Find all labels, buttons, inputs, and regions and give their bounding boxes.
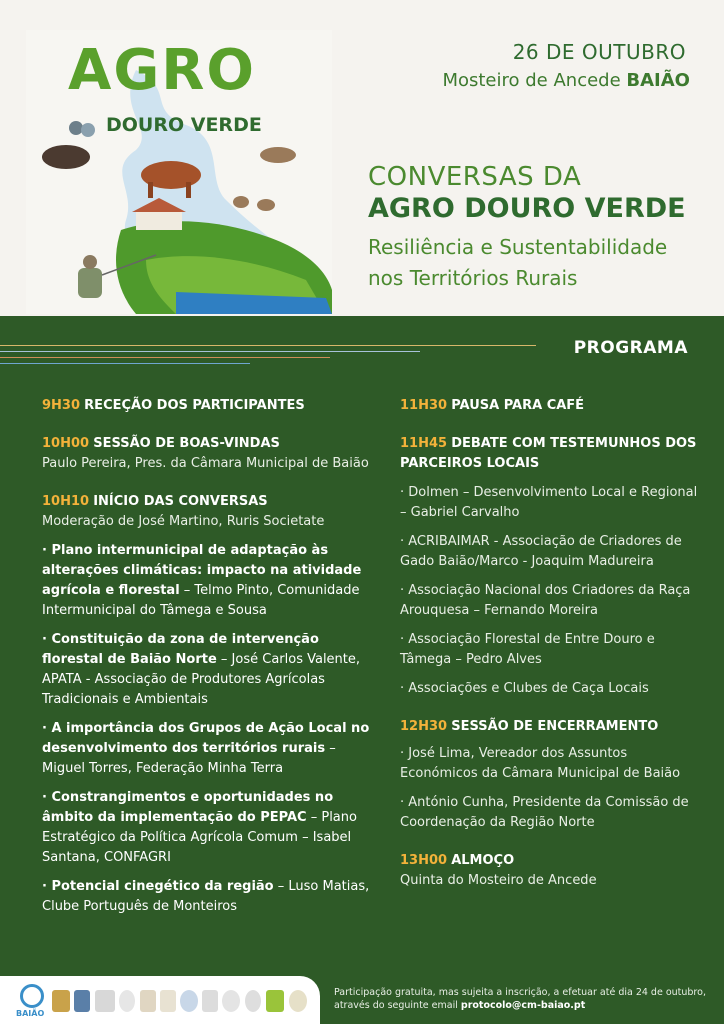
partner-logo-icon: [222, 990, 240, 1012]
divider-line: [0, 363, 250, 364]
fisherman-icon: [78, 268, 102, 298]
program-section: [0, 316, 724, 976]
partner-logo-icon: [95, 990, 115, 1012]
time-label: 9H30: [42, 398, 81, 413]
partner-logo-icon: [74, 990, 90, 1012]
item-topic: · A importância dos Grupos de Ação Local no desenvolvimento dos territórios rurais: [42, 721, 370, 756]
list-item: [42, 630, 372, 710]
time-label: 13H00: [400, 853, 448, 868]
schedule-block: [400, 434, 700, 699]
time-label: 10H00: [42, 436, 90, 451]
session-title: ALMOÇO: [451, 853, 515, 868]
session-title: RECEÇÃO DOS PARTICIPANTES: [84, 398, 305, 413]
logo-subtitle: DOURO VERDE: [106, 114, 262, 136]
session-detail: Quinta do Mosteiro de Ancede: [400, 873, 597, 888]
divider-line: [0, 357, 330, 358]
divider-line: [0, 351, 420, 352]
partner-logo-icon: [266, 990, 284, 1012]
partner-logos: [0, 976, 320, 1024]
partner-logo-icon: [52, 990, 70, 1012]
partner-logo-icon: [119, 990, 135, 1012]
list-item: · António Cunha, Presidente da Comissão de Coordenação da Região Norte: [400, 795, 689, 830]
list-item: [42, 719, 372, 779]
schedule-block: [400, 851, 700, 891]
session-title: PAUSA PARA CAFÉ: [451, 398, 585, 413]
schedule-block: [42, 492, 372, 917]
baiao-logo-label: BAIÃO: [16, 1009, 45, 1018]
venue-name: Mosteiro de Ancede: [442, 70, 621, 91]
boar-icon: [42, 145, 90, 169]
title-line-1: CONVERSAS DA: [368, 162, 582, 192]
partner-logo-icon: [180, 990, 198, 1012]
list-item: [42, 541, 372, 621]
item-topic: · Potencial cinegético da região: [42, 879, 274, 894]
list-item: [42, 788, 372, 868]
list-item: · ACRIBAIMAR - Associação de Criadores de Gado Baião/Marco - Joaquim Madureira: [400, 534, 682, 569]
list-item: · Associações e Clubes de Caça Locais: [400, 681, 649, 696]
session-title: INÍCIO DAS CONVERSAS: [93, 494, 268, 509]
divider-line: [0, 345, 536, 346]
program-heading: PROGRAMA: [573, 338, 688, 358]
program-right-column: [400, 396, 700, 909]
footer: [0, 976, 724, 1024]
session-title: SESSÃO DE ENCERRAMENTO: [451, 719, 659, 734]
item-speaker: – Plano Estratégico da Política Agrícola Comum – Isabel Santana, CONFAGRI: [42, 810, 357, 865]
partner-logo-icon: [140, 990, 156, 1012]
event-date: 26 DE OUTUBRO: [512, 40, 686, 64]
registration-email: protocolo@cm-baiao.pt: [460, 1000, 586, 1011]
list-item: [42, 877, 372, 917]
item-speaker: – José Carlos Valente, APATA - Associação de Produtores Agrícolas Tradicionais e Ambientais: [42, 652, 361, 707]
baiao-logo-icon: [20, 984, 44, 1008]
subtitle: Resiliência e Sustentabilidade nos Territórios Rurais: [368, 235, 668, 290]
session-title: DEBATE COM TESTEMUNHOS DOS PARCEIROS LOCAIS: [400, 436, 697, 471]
agro-douro-verde-illustration: [26, 30, 332, 314]
session-detail: Moderação de José Martino, Ruris Societate: [42, 514, 325, 529]
item-topic: · Constituição da zona de intervenção florestal de Baião Norte: [42, 632, 319, 667]
list-item: · José Lima, Vereador dos Assuntos Económicos da Câmara Municipal de Baião: [400, 746, 681, 781]
list-item: · Dolmen – Desenvolvimento Local e Regional – Gabriel Carvalho: [400, 485, 698, 520]
session-title: SESSÃO DE BOAS-VINDAS: [93, 436, 280, 451]
item-speaker: – Miguel Torres, Federação Minha Terra: [42, 741, 336, 776]
schedule-block: [42, 396, 372, 416]
item-speaker: – Luso Matias, Clube Português de Monteiros: [42, 879, 370, 914]
time-label: 11H45: [400, 436, 448, 451]
partridge-icon: [260, 147, 296, 163]
event-venue: [442, 70, 690, 91]
header-section: [0, 0, 724, 316]
time-label: 10H10: [42, 494, 90, 509]
partner-logo-icon: [160, 990, 176, 1012]
logo-wordmark: AGRO: [68, 38, 257, 103]
schedule-block: [400, 717, 700, 833]
registration-line-1: Participação gratuita, mas sujeita a inscrição, a efetuar até dia 24 de outubro,: [334, 987, 706, 998]
list-item: · Associação Florestal de Entre Douro e Tâmega – Pedro Alves: [400, 632, 655, 667]
partner-logo-icon: [202, 990, 218, 1012]
house: [136, 210, 182, 230]
schedule-block: [400, 396, 700, 416]
session-detail: Paulo Pereira, Pres. da Câmara Municipal de Baião: [42, 456, 369, 471]
title-line-2: AGRO DOURO VERDE: [368, 193, 686, 224]
bird-icon: [69, 121, 83, 135]
program-left-column: [42, 396, 372, 935]
registration-prefix: através do seguinte email: [334, 1000, 458, 1011]
registration-note: [334, 986, 706, 1012]
time-label: 12H30: [400, 719, 448, 734]
item-topic: · Plano intermunicipal de adaptação às alterações climáticas: impacto na atividade agrícola e florestal: [42, 543, 362, 598]
partner-logo-icon: [289, 990, 307, 1012]
time-label: 11H30: [400, 398, 448, 413]
list-item: · Associação Nacional dos Criadores da Raça Arouquesa – Fernando Moreira: [400, 583, 691, 618]
item-speaker: – Telmo Pinto, Comunidade Intermunicipal do Tâmega e Sousa: [42, 583, 360, 618]
schedule-block: [42, 434, 372, 474]
venue-place: BAIÃO: [626, 70, 690, 91]
item-topic: · Constrangimentos e oportunidades no âmbito da implementação do PEPAC: [42, 790, 334, 825]
partner-logo-icon: [245, 990, 261, 1012]
registration-line-2: [334, 999, 706, 1012]
